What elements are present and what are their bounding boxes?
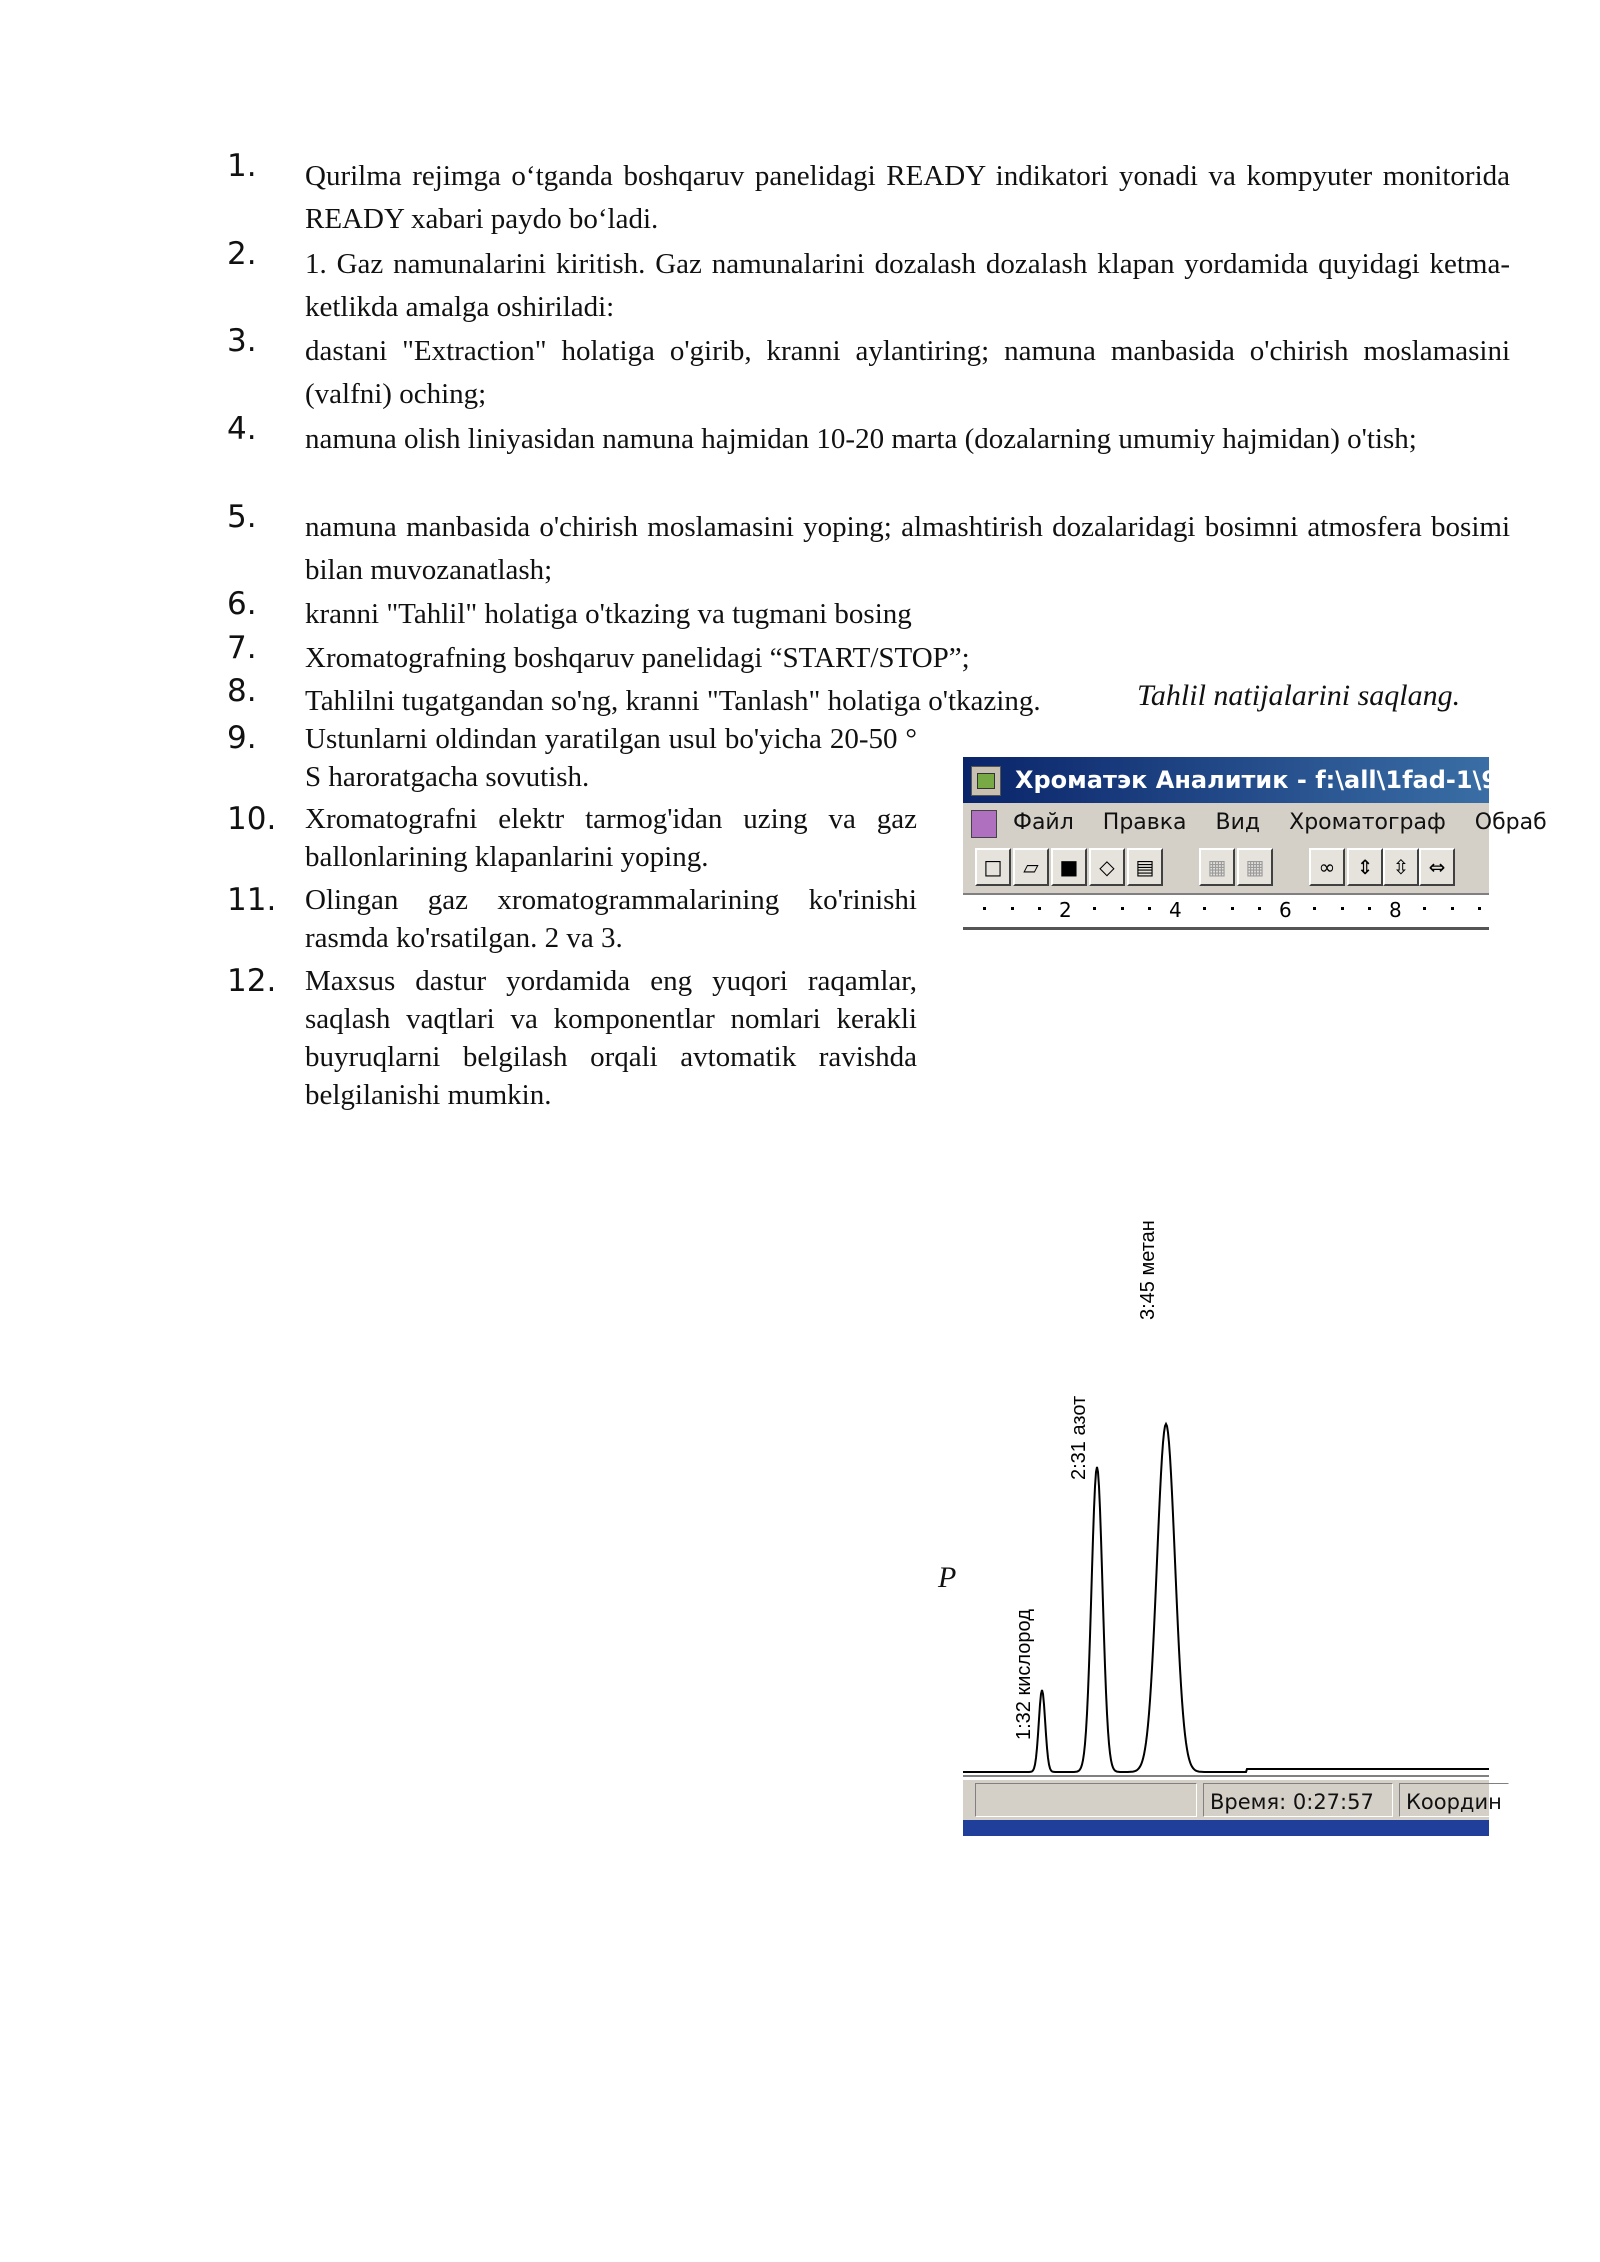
- list-number: 2.: [227, 236, 257, 272]
- list-text: Qurilma rejimga o‘tganda boshqaruv panelidagi READY indikatori yonadi va kompyuter monitorida READY xabari paydo bo‘ladi.: [305, 160, 1510, 235]
- ruler-tick: [1313, 907, 1316, 910]
- ruler-tick: [1203, 907, 1206, 910]
- ruler-tick: [1231, 907, 1234, 910]
- list-number: 11.: [227, 882, 277, 918]
- menu-chromatograph[interactable]: Хроматограф: [1289, 810, 1446, 835]
- status-panel-empty: [975, 1783, 1197, 1817]
- save-icon[interactable]: ■: [1051, 848, 1087, 886]
- ruler-tick: [1038, 907, 1041, 910]
- ruler-tick: [1258, 907, 1261, 910]
- list-number: 4.: [227, 411, 257, 447]
- window-titlebar: [963, 757, 1499, 803]
- app-icon: [971, 766, 1001, 796]
- zoom-icon[interactable]: ∞: [1309, 848, 1345, 886]
- save-results-note: Tahlil natijalarini saqlang.: [1137, 679, 1461, 712]
- list-text: kranni "Tahlil" holatiga o'tkazing va tugmani bosing: [305, 598, 912, 630]
- list-text: Maxsus dastur yordamida eng yuqori raqamlar, saqlash vaqtlari va komponentlar nomlari kerakli buyruqlarni belgilash orqali avtomatik ravishda belgilanishi mumkin.: [305, 965, 917, 1111]
- window-title: Хроматэк Аналитик - f:\all\1fad-1\9: [1015, 766, 1499, 794]
- peak-label: 2:31 азот: [1068, 1395, 1090, 1480]
- ruler-tick: [1368, 907, 1371, 910]
- ruler-label: 4: [1169, 898, 1182, 922]
- list-number: 8.: [227, 673, 257, 709]
- tag-icon[interactable]: ◇: [1089, 848, 1125, 886]
- ruler-tick: [1121, 907, 1124, 910]
- ruler-tick: [983, 907, 986, 910]
- document-icon: [971, 810, 997, 838]
- menu-processing[interactable]: Обраб: [1474, 810, 1547, 835]
- ruler-label: 2: [1059, 898, 1072, 922]
- list-number: 9.: [227, 720, 257, 756]
- list-text: Olingan gaz xromatogrammalarining ko'rinishi rasmda ko'rsatilgan. 2 va 3.: [305, 884, 917, 954]
- status-coordinates: Координ: [1399, 1783, 1509, 1817]
- ruler-label: 8: [1389, 898, 1402, 922]
- ruler-tick: [1478, 907, 1481, 910]
- menu-file[interactable]: Файл: [1013, 810, 1074, 835]
- menu-edit[interactable]: Правка: [1102, 810, 1187, 835]
- ruler-tick: [1341, 907, 1344, 910]
- open-icon[interactable]: ▱: [1013, 848, 1049, 886]
- ruler-tick: [1011, 907, 1014, 910]
- table-icon[interactable]: ▦: [1199, 848, 1235, 886]
- list-number: 1.: [227, 148, 257, 184]
- time-ruler: [963, 893, 1489, 932]
- list-number: 7.: [227, 630, 257, 666]
- list-number: 3.: [227, 323, 257, 359]
- list-text: namuna manbasida o'chirish moslamasini yoping; almashtirish dozalaridagi bosimni atmosfera bosimi bilan muvozanatlash;: [305, 511, 1510, 586]
- ruler-tick: [1093, 907, 1096, 910]
- ruler-tick: [1451, 907, 1454, 910]
- status-time: Время: 0:27:57: [1203, 1783, 1393, 1817]
- horizontal-scale-icon[interactable]: ⇔: [1419, 848, 1455, 886]
- status-bar: [963, 1780, 1502, 1820]
- list-text: namuna olish liniyasidan namuna hajmidan 10-20 marta (dozalarning umumiy hajmidan) o'tish;: [305, 423, 1417, 455]
- figure-label: P: [938, 1561, 957, 1594]
- list-number: 10.: [227, 801, 277, 837]
- ruler-tick: [1423, 907, 1426, 910]
- taskbar-strip: [963, 1820, 1489, 1836]
- menu-bar: [963, 803, 1547, 843]
- ruler-label: 6: [1279, 898, 1292, 922]
- list-number: 12.: [227, 963, 277, 999]
- list-text: Xromatografning boshqaruv panelidagi “START/STOP”;: [305, 642, 970, 674]
- list-number: 6.: [227, 586, 257, 622]
- new-icon[interactable]: □: [975, 848, 1011, 886]
- chromatogram-plot: [963, 1180, 1489, 1780]
- chromatogram: [963, 1180, 1502, 1836]
- vertical-scale-icon[interactable]: ⇕: [1347, 848, 1383, 886]
- grid-icon[interactable]: ▦: [1237, 848, 1273, 886]
- list-number: 5.: [227, 499, 257, 535]
- print-icon[interactable]: ▤: [1127, 848, 1163, 886]
- software-window: [963, 757, 1547, 930]
- menu-view[interactable]: Вид: [1215, 810, 1261, 835]
- peak-label: 1:32 кислород: [1013, 1609, 1035, 1740]
- ruler-tick: [1148, 907, 1151, 910]
- peak-label: 3:45 метан: [1137, 1220, 1159, 1320]
- list-text: 1. Gaz namunalarini kiritish. Gaz namunalarini dozalash dozalash klapan yordamida quyidagi ketma-ketlikda amalga oshiriladi:: [305, 248, 1510, 323]
- list-text: Xromatografni elektr tarmog'idan uzing va gaz ballonlarining klapanlarini yoping.: [305, 803, 917, 873]
- vertical-zoom-icon[interactable]: ⇳: [1383, 848, 1419, 886]
- list-text: Tahlilni tugatgandan so'ng, kranni "Tanlash" holatiga o'tkazing.: [305, 685, 1041, 717]
- list-text: Ustunlarni oldindan yaratilgan usul bo'yicha 20-50 ° S haroratgacha sovutish.: [305, 723, 917, 793]
- ruler-baseline: [963, 927, 1489, 930]
- toolbar: [963, 843, 1489, 893]
- chromatogram-trace: [963, 1424, 1489, 1772]
- list-text: dastani "Extraction" holatiga o'girib, kranni aylantiring; namuna manbasida o'chirish moslamasini (valfni) oching;: [305, 335, 1510, 410]
